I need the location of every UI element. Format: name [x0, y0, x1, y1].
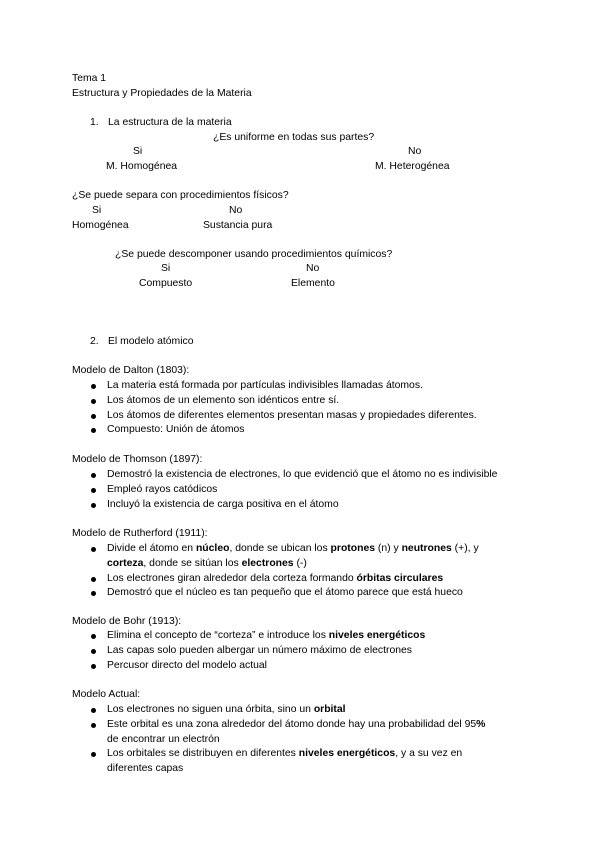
circular-orbits-term: órbitas circulares [356, 572, 444, 584]
list-item [88, 572, 479, 587]
list-item [88, 703, 485, 718]
section-1-heading: La estructura de la materia [108, 117, 232, 128]
dalton-title: Modelo de Dalton (1803): [72, 365, 190, 376]
cortex-term: corteza [107, 557, 144, 569]
text-run: , donde se sitúan los [143, 557, 242, 569]
list-item: Empleó rayos catódicos [88, 483, 497, 498]
text-run: (-) [293, 557, 307, 569]
result-homogeneous-mixture: M. Homogénea [106, 161, 178, 172]
tema-label: Tema 1 [72, 73, 107, 84]
text-run: (n) y [375, 543, 402, 554]
answer-yes: Si [92, 205, 102, 216]
text-run: Este orbital es una zona alrededor del átomo donde hay una probabilidad del 95 [107, 718, 477, 730]
result-heterogeneous-mixture: M. Heterogénea [375, 161, 450, 172]
list-item: Incluyó la existencia de carga positiva en el átomo [88, 498, 497, 513]
bohr-title: Modelo de Bohr (1913): [72, 616, 182, 627]
energy-levels-term: niveles energéticos [298, 748, 396, 760]
list-item: Los átomos de un elemento son idénticos entre sí. [88, 394, 477, 409]
list-item: Percusor directo del modelo actual [88, 659, 425, 674]
dalton-list [88, 379, 477, 438]
result-compound: Compuesto [139, 278, 193, 289]
list-item: Los átomos de diferentes elementos presentan masas y propiedades diferentes. [88, 409, 477, 424]
question-chemical-decomposition: ¿Se puede descomponer usando procedimientos químicos? [115, 249, 393, 260]
section-2-heading: El modelo atómico [108, 336, 194, 347]
actual-model-title: Modelo Actual: [72, 689, 141, 700]
list-item [88, 747, 485, 777]
thomson-title: Modelo de Thomson (1897): [72, 454, 203, 465]
text-run: , y a su vez en [395, 748, 463, 760]
nucleus-term: núcleo [195, 543, 230, 554]
thomson-list [88, 468, 497, 512]
list-item: La materia está formada por partículas indivisibles llamadas átomos. [88, 379, 477, 394]
answer-no: No [408, 146, 422, 157]
text-run: (+), y [451, 543, 479, 554]
text-run: Los electrones no siguen una órbita, sino un [107, 704, 314, 715]
list-item [88, 542, 479, 572]
percent-sign: % [476, 718, 486, 730]
document-title: Estructura y Propiedades de la Materia [72, 88, 252, 99]
text-run: Los electrones giran alrededor dela corteza formando [107, 572, 357, 584]
question-physical-separation: ¿Se puede separa con procedimientos físicos? [72, 190, 289, 201]
answer-no: No [306, 263, 320, 274]
result-homogeneous: Homogénea [72, 220, 129, 231]
neutrons-term: neutrones [401, 543, 452, 554]
list-item: Demostró que el núcleo es tan pequeño que el átomo parece que está hueco [88, 586, 479, 601]
list-item: Demostró la existencia de electrones, lo que evidenció que el átomo no es indivisible [88, 468, 497, 483]
text-run: Elimina el concepto de “corteza” e introduce los [107, 630, 329, 641]
section-2-number: 2. [90, 336, 99, 347]
orbital-term: orbital [313, 704, 346, 715]
text-run: Divide el átomo en [107, 543, 196, 554]
answer-yes: Si [161, 263, 171, 274]
list-item: Compuesto: Unión de átomos [88, 423, 477, 438]
result-element: Elemento [291, 278, 335, 289]
rutherford-list [88, 542, 479, 601]
electrons-term: electrones [241, 557, 294, 569]
section-1-number: 1. [90, 117, 99, 128]
protons-term: protones [330, 543, 375, 554]
energy-levels-term: niveles energéticos [328, 630, 426, 641]
answer-yes: Si [133, 146, 143, 157]
question-uniform: ¿Es uniforme en todas sus partes? [213, 132, 375, 143]
text-run: diferentes capas [107, 763, 184, 775]
result-pure-substance: Sustancia pura [203, 220, 273, 231]
text-run: , donde se ubican los [229, 543, 331, 554]
answer-no: No [229, 205, 243, 216]
text-run: de encontrar un electrón [107, 733, 220, 745]
bohr-list [88, 629, 425, 673]
list-item [88, 629, 425, 644]
list-item: Las capas solo pueden albergar un número máximo de electrones [88, 644, 425, 659]
rutherford-title: Modelo de Rutherford (1911): [72, 528, 208, 539]
text-run: Los orbitales se distribuyen en diferentes [107, 748, 299, 760]
actual-model-list [88, 703, 485, 777]
list-item [88, 718, 485, 748]
